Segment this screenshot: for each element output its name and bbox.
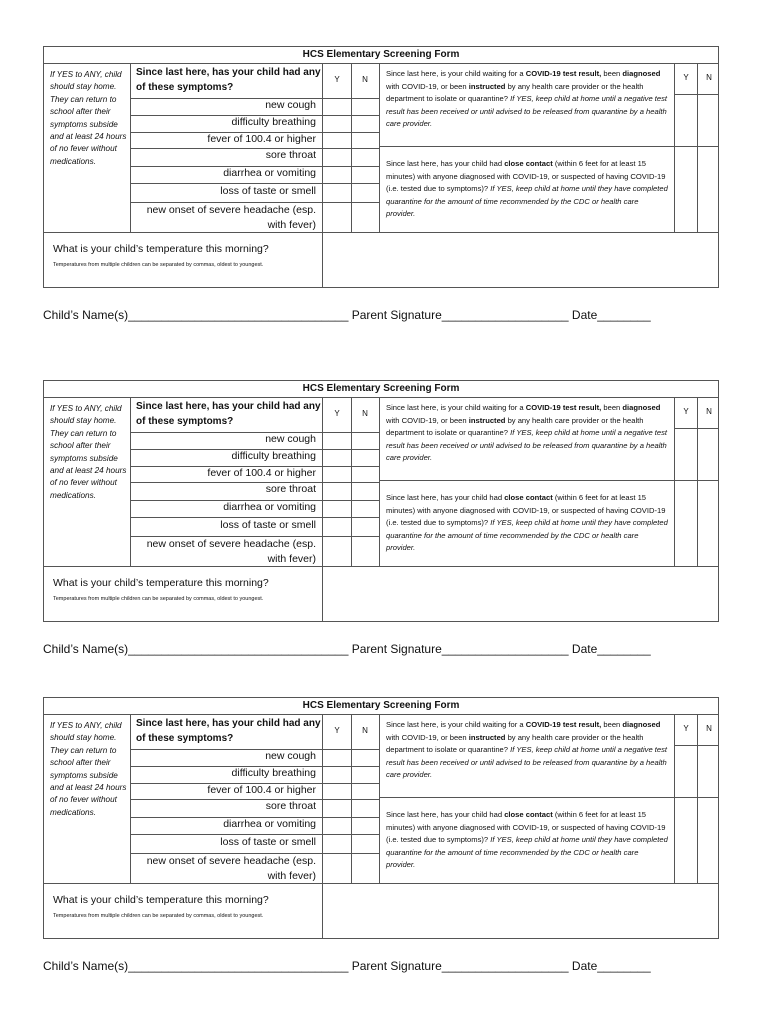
stay-home-instructions: If YES to ANY, child should stay home. They can return to school after their symptoms subside and at least 24 hours of no fever without medications.: [50, 721, 127, 817]
yes-column-header: Y: [683, 724, 689, 733]
yes-column-header: Y: [334, 75, 340, 84]
symptom-new-cough: new cough: [265, 433, 316, 445]
form-title: HCS Elementary Screening Form: [44, 698, 718, 715]
symptoms-question: Since last here, has your child had any of these symptoms?: [136, 718, 321, 744]
temperature-question: What is your child’s temperature this morning?: [53, 243, 269, 255]
form-table: [43, 46, 719, 288]
temperature-note: Temperatures from multiple children can be separated by commas, oldest to youngest.: [53, 262, 264, 268]
stay-home-instructions: If YES to ANY, child should stay home. They can return to school after their symptoms subside and at least 24 hours of no fever without medications.: [50, 404, 127, 500]
symptom-sore-throat: sore throat: [265, 800, 316, 812]
symptoms-question: Since last here, has your child had any of these symptoms?: [136, 67, 321, 93]
stay-home-instructions: If YES to ANY, child should stay home. They can return to school after their symptoms subside and at least 24 hours of no fever without medications.: [50, 70, 127, 166]
symptom-fever: fever of 100.4 or higher: [207, 133, 316, 145]
symptom-diarrhea-vomiting: diarrhea or vomiting: [223, 818, 316, 830]
symptom-sore-throat: sore throat: [265, 483, 316, 495]
symptom-loss-taste-smell: loss of taste or smell: [220, 185, 316, 197]
covid-test-question: Since last here, is your child waiting for a COVID-19 test result, been diagnosed with COVID-19, or been instructed by any health care provider or the health department to isolate or quarantine? If YES, keep child at home until a negative test result has been received or until advised to be released from quarantine by a health care provider.: [386, 720, 668, 780]
symptom-difficulty-breathing: difficulty breathing: [231, 116, 316, 128]
no-column-header: N: [706, 73, 712, 82]
symptom-severe-headache: new onset of severe headache (esp. with fever): [146, 855, 316, 882]
close-contact-question: Since last here, has your child had close contact (within 6 feet for at least 15 minutes) with anyone diagnosed with COVID-19, or suspected of having COVID-19 (i.e. tested due to symptoms)? If YES, keep child at home until they have completed quarantine for the amount of time recommended by the CDC or health care provider.: [386, 493, 668, 553]
symptom-severe-headache: new onset of severe headache (esp. with fever): [146, 538, 316, 565]
no-column-header: N: [362, 726, 368, 735]
close-contact-question: Since last here, has your child had close contact (within 6 feet for at least 15 minutes) with anyone diagnosed with COVID-19, or suspected of having COVID-19 (i.e. tested due to symptoms)? If YES, keep child at home until they have completed quarantine for the amount of time recommended by the CDC or health care provider.: [386, 810, 668, 870]
no-column-header: N: [706, 407, 712, 416]
temperature-note: Temperatures from multiple children can be separated by commas, oldest to youngest.: [53, 596, 264, 602]
symptom-new-cough: new cough: [265, 99, 316, 111]
symptom-fever: fever of 100.4 or higher: [207, 467, 316, 479]
no-column-header: N: [706, 724, 712, 733]
form-table: [43, 380, 719, 622]
close-contact-question: Since last here, has your child had close contact (within 6 feet for at least 15 minutes) with anyone diagnosed with COVID-19, or suspected of having COVID-19 (i.e. tested due to symptoms)? If YES, keep child at home until they have completed quarantine for the amount of time recommended by the CDC or health care provider.: [386, 159, 668, 219]
signature-line: Child’s Name(s)_________________________________ Parent Signature___________________ Date________: [43, 308, 651, 322]
covid-test-question: Since last here, is your child waiting for a COVID-19 test result, been diagnosed with COVID-19, or been instructed by any health care provider or the health department to isolate or quarantine? If YES, keep child at home until a negative test result has been received or until advised to be released from quarantine by a health care provider.: [386, 69, 668, 129]
symptom-difficulty-breathing: difficulty breathing: [231, 450, 316, 462]
symptom-difficulty-breathing: difficulty breathing: [231, 767, 316, 779]
symptom-fever: fever of 100.4 or higher: [207, 784, 316, 796]
no-column-header: N: [362, 75, 368, 84]
symptom-diarrhea-vomiting: diarrhea or vomiting: [223, 501, 316, 513]
symptom-loss-taste-smell: loss of taste or smell: [220, 836, 316, 848]
symptoms-question: Since last here, has your child had any of these symptoms?: [136, 401, 321, 427]
symptom-sore-throat: sore throat: [265, 149, 316, 161]
symptom-new-cough: new cough: [265, 750, 316, 762]
temperature-question: What is your child’s temperature this morning?: [53, 894, 269, 906]
yes-column-header: Y: [334, 409, 340, 418]
yes-column-header: Y: [683, 73, 689, 82]
form-title: HCS Elementary Screening Form: [44, 47, 718, 64]
temperature-note: Temperatures from multiple children can be separated by commas, oldest to youngest.: [53, 913, 264, 919]
signature-line: Child’s Name(s)_________________________________ Parent Signature___________________ Date________: [43, 642, 651, 656]
covid-test-question: Since last here, is your child waiting for a COVID-19 test result, been diagnosed with COVID-19, or been instructed by any health care provider or the health department to isolate or quarantine? If YES, keep child at home until a negative test result has been received or until advised to be released from quarantine by a health care provider.: [386, 403, 668, 463]
yes-column-header: Y: [334, 726, 340, 735]
form-title: HCS Elementary Screening Form: [44, 381, 718, 398]
no-column-header: N: [362, 409, 368, 418]
signature-line: Child’s Name(s)_________________________________ Parent Signature___________________ Date________: [43, 959, 651, 973]
symptom-diarrhea-vomiting: diarrhea or vomiting: [223, 167, 316, 179]
symptom-loss-taste-smell: loss of taste or smell: [220, 519, 316, 531]
yes-column-header: Y: [683, 407, 689, 416]
temperature-question: What is your child’s temperature this morning?: [53, 577, 269, 589]
symptom-severe-headache: new onset of severe headache (esp. with fever): [146, 204, 316, 231]
form-table: [43, 697, 719, 939]
